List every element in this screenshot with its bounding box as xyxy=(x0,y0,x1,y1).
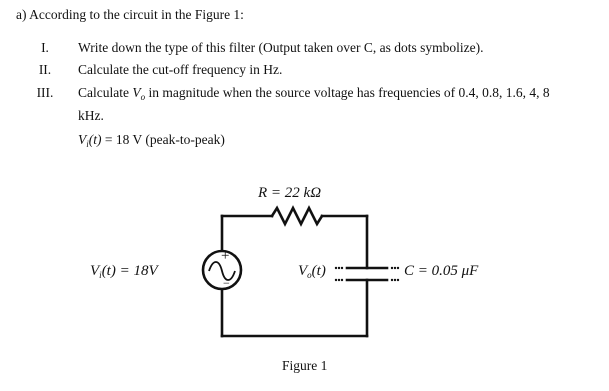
output-dot-top-1 xyxy=(341,267,343,269)
source-minus-sign: − xyxy=(223,276,230,290)
output-dot-bottom-2 xyxy=(338,279,340,281)
output-label-var: V xyxy=(298,263,308,279)
question-heading: a) According to the circuit in the Figure 1: xyxy=(16,7,244,22)
source-label xyxy=(90,262,158,284)
item-3-var: V xyxy=(132,85,141,100)
item-2-number: II. xyxy=(38,62,52,77)
item-1-number: I. xyxy=(41,40,49,55)
output-label-sub: o xyxy=(307,270,312,280)
resistor-symbol xyxy=(272,208,322,224)
source-label-sub: i xyxy=(99,270,102,280)
item-3-sub: o xyxy=(140,92,146,102)
source-spec-sub: i xyxy=(86,139,89,149)
output-dot-top-2 xyxy=(338,267,340,269)
capacitor-label: C = 0.05 μF xyxy=(404,263,479,279)
cap-dot-right-6 xyxy=(397,279,399,281)
source-spec-rest: = 18 V (peak-to-peak) xyxy=(101,132,225,147)
output-dot-bottom-3 xyxy=(335,279,337,281)
cap-dot-right-5 xyxy=(394,279,396,281)
source-spec-var: V xyxy=(78,132,87,147)
item-2-text: Calculate the cut-off frequency in Hz. xyxy=(78,62,283,77)
cap-dot-right-2 xyxy=(394,267,396,269)
cap-dot-right-3 xyxy=(397,267,399,269)
resistor-label: R = 22 kΩ xyxy=(258,185,322,201)
figure-caption: Figure 1 xyxy=(282,358,328,373)
source-plus-sign: + xyxy=(221,248,230,264)
item-1-text: Write down the type of this filter (Output taken over C, as dots symbolize). xyxy=(78,40,484,55)
cap-dot-right-1 xyxy=(391,267,393,269)
source-label-var: V xyxy=(90,263,100,279)
item-3-text-pre: Calculate xyxy=(78,85,133,100)
item-3-continuation: kHz. xyxy=(78,108,104,123)
output-dot-bottom-1 xyxy=(341,279,343,281)
output-dot-top-3 xyxy=(335,267,337,269)
source-spec-arg: (t) xyxy=(88,132,102,147)
cap-dot-right-4 xyxy=(391,279,393,281)
output-label xyxy=(298,262,326,284)
item-3-text-post: in magnitude when the source voltage has frequencies of 0.4, 0.8, 1.6, 4, 8 xyxy=(145,85,550,100)
item-3-number: III. xyxy=(36,85,54,100)
source-label-rest: (t) = 18V xyxy=(101,263,158,279)
output-label-rest: (t) xyxy=(311,263,326,279)
